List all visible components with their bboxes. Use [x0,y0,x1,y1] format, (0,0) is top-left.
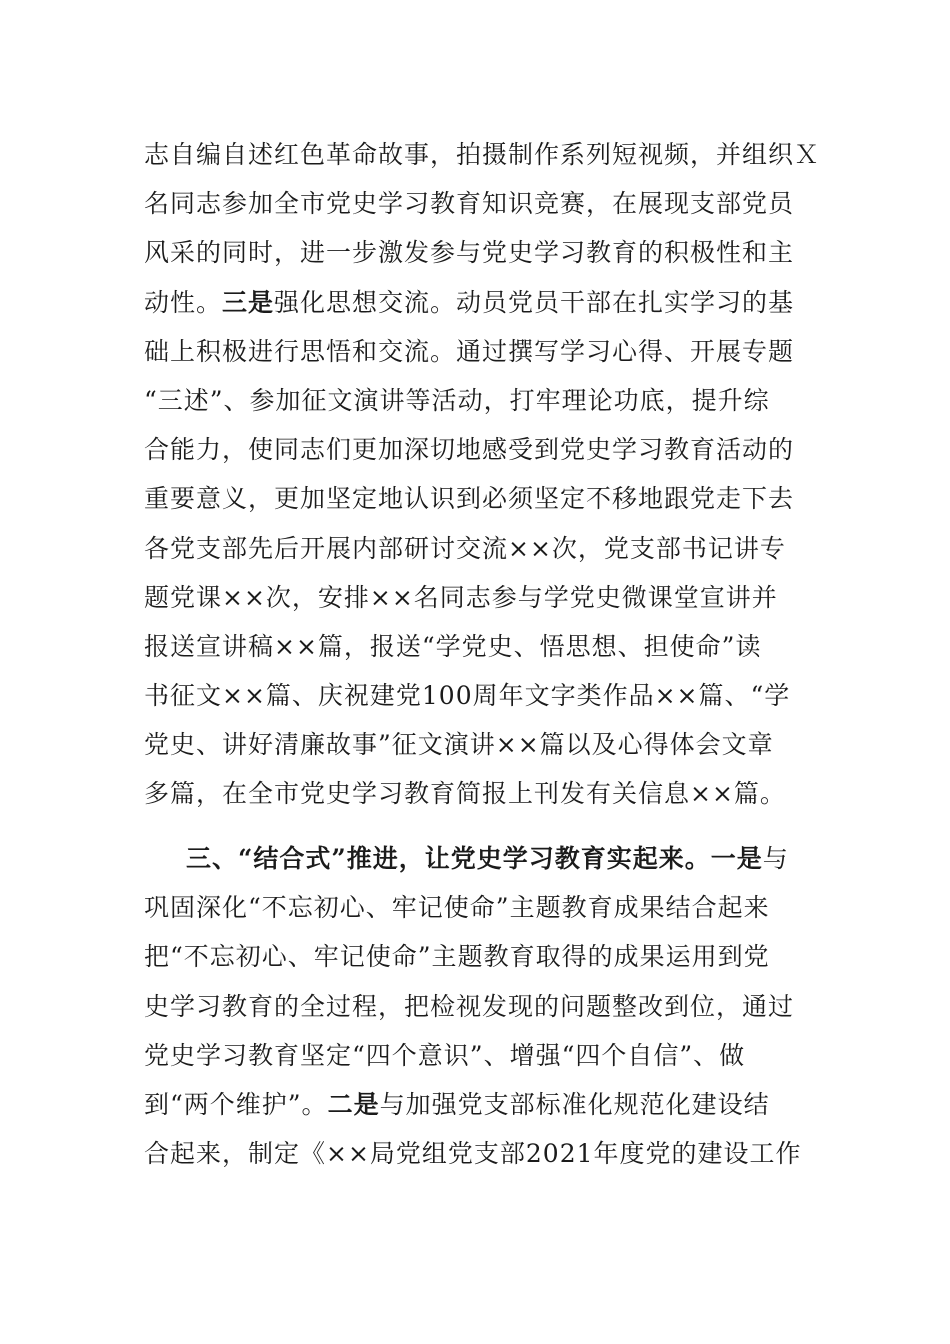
text-line: 报送宣讲稿××篇，报送“学党史、悟思想、担使命”读 [144,631,762,661]
text-line: 题党课××次，安排××名同志参与学党史微课堂宣讲并 [144,582,778,612]
text-line: 志自编自述红色革命故事，拍摄制作系列短视频，并组织Ｘ [144,140,821,169]
text-line: 三、“结合式”推进，让党史学习教育实起来。一是与 [186,844,789,873]
text-line: “三述”、参加征文演讲等活动，打牢理论功底，提升综 [144,385,770,415]
bold-enumeration: 三是 [222,287,275,317]
body-paragraph-2 [144,834,814,1178]
text-line: 动性。三是强化思想交流。动员党员干部在扎实学习的基 [144,287,795,317]
text-line: 多篇，在全市党史学习教育简报上刊发有关信息××篇。 [144,779,786,809]
text-line: 到“两个维护”。二是与加强党支部标准化规范化建设结 [144,1089,770,1119]
text-line: 础上积极进行思悟和交流。通过撰写学习心得、开展专题 [144,336,795,366]
text-line: 巩固深化“不忘初心、牢记使命”主题教育成果结合起来 [144,893,770,923]
text-line: 名同志参加全市党史学习教育知识竞赛，在展现支部党员 [144,189,795,219]
text-line: 党史、讲好清廉故事”征文演讲××篇以及心得体会文章 [144,730,774,760]
body-paragraph-1 [144,130,821,819]
text-line: 史学习教育的全过程，把检视发现的问题整改到位，通过 [144,991,795,1021]
text-line: 合起来，制定《××局党组党支部2021年度党的建设工作 [144,1139,802,1169]
text-line: 把“不忘初心、牢记使命”主题教育取得的成果运用到党 [144,942,770,972]
bold-enumeration: 二是 [327,1089,380,1119]
text-line: 合能力，使同志们更加深切地感受到党史学习教育活动的 [144,435,795,465]
text-line: 重要意义，更加坚定地认识到必须坚定不移地跟党走下去 [144,484,795,514]
text-line: 风采的同时，进一步激发参与党史学习教育的积极性和主 [144,238,795,268]
section-heading: 三、“结合式”推进，让党史学习教育实起来。一是 [186,844,763,873]
text-line: 书征文××篇、庆祝建党100周年文字类作品××篇、“学 [144,681,791,711]
text-line: 各党支部先后开展内部研讨交流××次，党支部书记讲专 [144,533,786,563]
text-line: 党史学习教育坚定“四个意识”、增强“四个自信”、做 [144,1040,746,1070]
